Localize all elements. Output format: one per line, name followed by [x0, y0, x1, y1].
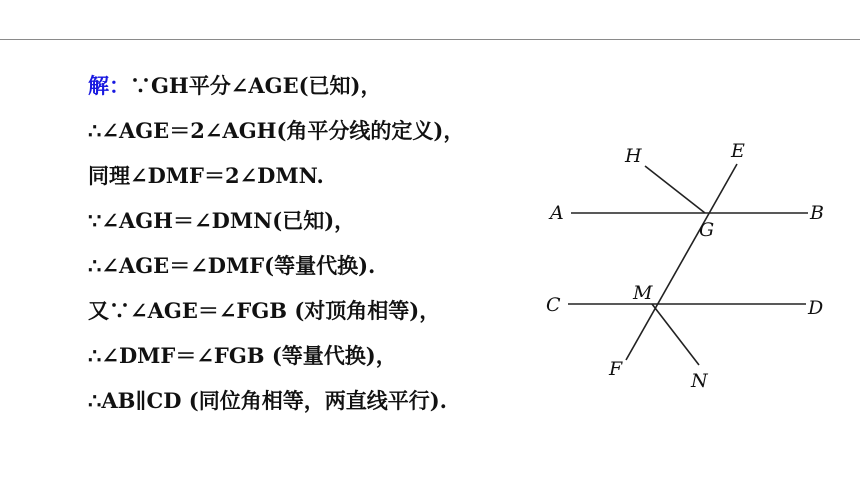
proof-line-1-text: ∵GH平分∠AGE(已知)， [130, 73, 382, 98]
ray-mn [652, 304, 699, 365]
proof-line-8: ∴AB∥CD (同位角相等，两直线平行). [88, 388, 447, 413]
label-f: F [609, 358, 623, 380]
proof-line-4: ∵∠AGH＝∠DMN(已知)， [88, 208, 356, 233]
proof-line-5: ∴∠AGE＝∠DMF(等量代换). [88, 253, 376, 278]
solution-label: 解： [88, 73, 130, 98]
top-divider [0, 39, 860, 40]
label-n: N [691, 370, 708, 392]
proof-text [88, 66, 548, 426]
label-g: G [699, 219, 715, 241]
proof-line-3: 同理∠DMF＝2∠DMN. [88, 163, 324, 188]
ray-gh [645, 166, 705, 213]
proof-line-2: ∴∠AGE＝2∠AGH(角平分线的定义)， [88, 118, 465, 143]
label-e: E [731, 140, 745, 162]
label-d: D [808, 297, 824, 319]
label-c: C [546, 294, 561, 316]
proof-line-6: 又∵∠AGE＝∠FGB (对顶角相等)， [88, 298, 441, 323]
proof-line-1 [88, 66, 548, 111]
line-ef [626, 164, 737, 360]
label-a: A [550, 202, 564, 224]
label-m: M [633, 282, 653, 304]
proof-line-7: ∴∠DMF＝∠FGB (等量代换)， [88, 343, 397, 368]
label-h: H [625, 145, 642, 167]
geometry-figure [540, 138, 840, 398]
label-b: B [810, 202, 824, 224]
